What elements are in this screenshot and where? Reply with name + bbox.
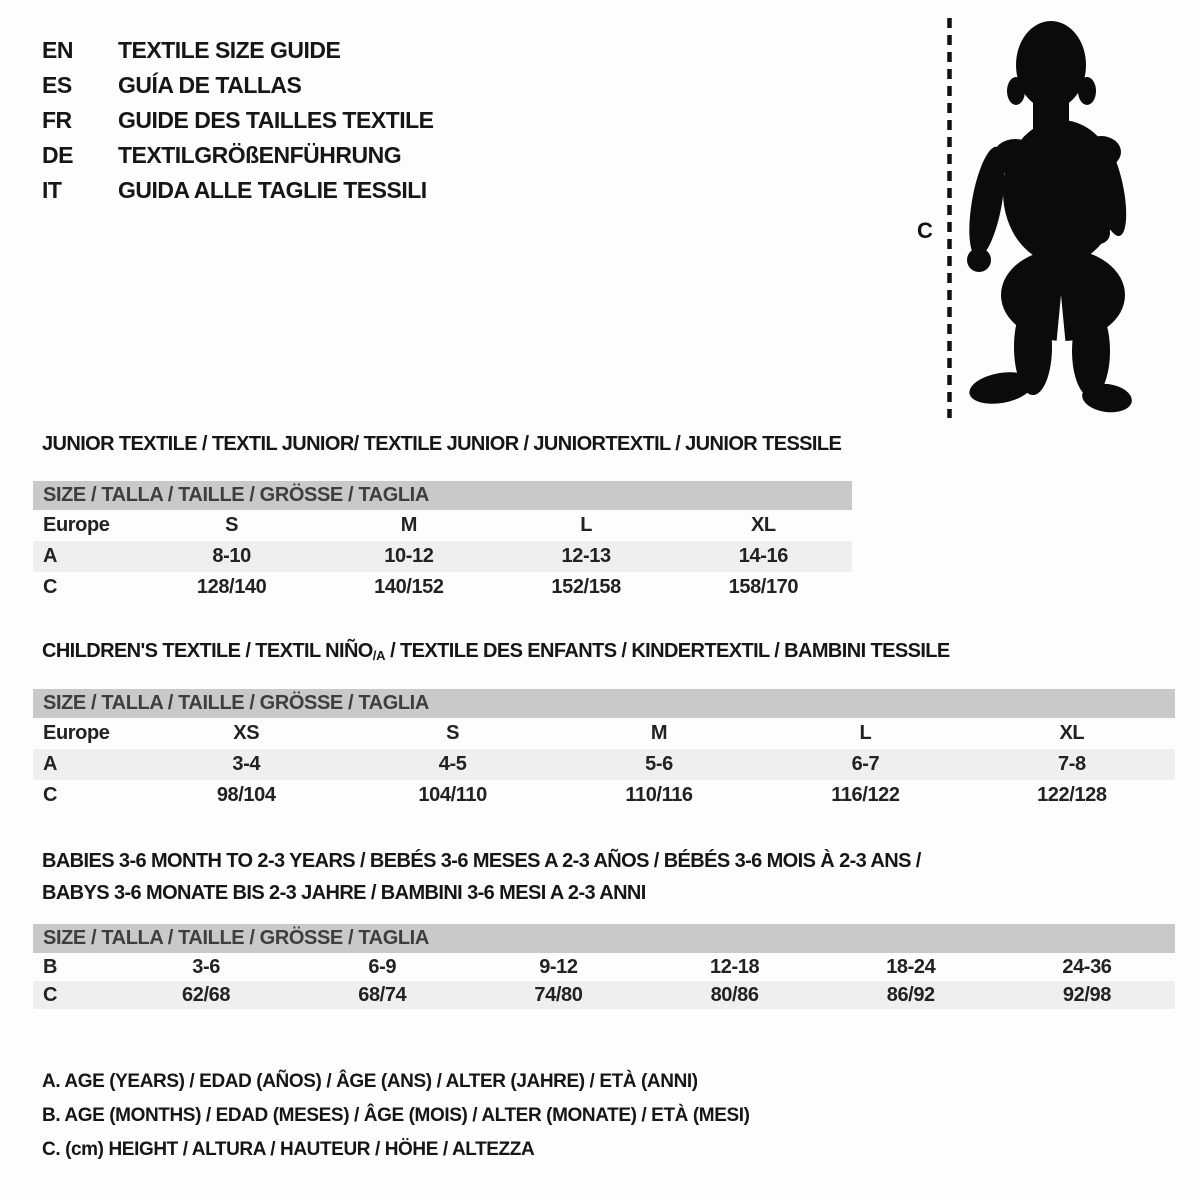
value-cell: 10-12 bbox=[384, 545, 434, 567]
value-cell: 8-10 bbox=[212, 545, 251, 567]
value-cell: 68/74 bbox=[358, 984, 407, 1006]
table-row bbox=[33, 981, 1175, 1009]
value-cell: S bbox=[225, 514, 239, 536]
legend bbox=[42, 1065, 750, 1167]
lang-label: GUIDE DES TAILLES TEXTILE bbox=[118, 107, 434, 133]
row-label-cell: A bbox=[43, 753, 58, 775]
value-cell: 128/140 bbox=[196, 576, 267, 598]
value-cell: S bbox=[446, 722, 460, 744]
children-title-subscript: /A bbox=[372, 648, 386, 663]
size-header-bar: SIZE / TALLA / TAILLE / GRÖSSE / TAGLIA bbox=[33, 689, 1175, 718]
row-label-cell: B bbox=[43, 956, 58, 978]
lang-label: GUIDA ALLE TAGLIE TESSILI bbox=[118, 177, 427, 203]
babies-size-table bbox=[33, 924, 1175, 1009]
value-cell: 86/92 bbox=[886, 984, 935, 1006]
table-row bbox=[33, 541, 852, 572]
row-label-cell: A bbox=[43, 545, 58, 567]
lang-row-de bbox=[42, 138, 434, 173]
junior-table-rows bbox=[33, 510, 852, 603]
legend-line-c: C. (cm) HEIGHT / ALTURA / HAUTEUR / HÖHE / ALTEZZA bbox=[42, 1139, 535, 1160]
lang-label: TEXTILE SIZE GUIDE bbox=[118, 37, 341, 63]
legend-line-b: B. AGE (MONTHS) / EDAD (MESES) / ÂGE (MOIS) / ALTER (MONATE) / ETÀ (MESI) bbox=[42, 1105, 750, 1126]
children-title-part: / TEXTILE DES ENFANTS / KINDERTEXTIL / BAMBINI TESSILE bbox=[385, 640, 950, 662]
lang-code: ES bbox=[42, 72, 72, 98]
lang-code: DE bbox=[42, 142, 73, 168]
babies-section-title bbox=[42, 845, 921, 909]
value-cell: 5-6 bbox=[645, 753, 673, 775]
size-header-bar: SIZE / TALLA / TAILLE / GRÖSSE / TAGLIA bbox=[33, 924, 1175, 953]
value-cell: M bbox=[400, 514, 417, 536]
row-label-cell: C bbox=[43, 784, 58, 806]
lang-row-en bbox=[42, 33, 434, 68]
lang-code: FR bbox=[42, 107, 72, 133]
height-measure-label: C bbox=[917, 218, 933, 243]
value-cell: 116/122 bbox=[831, 784, 900, 806]
junior-size-table bbox=[33, 481, 852, 603]
table-row bbox=[33, 718, 1175, 749]
size-header-bar: SIZE / TALLA / TAILLE / GRÖSSE / TAGLIA bbox=[33, 481, 852, 510]
value-cell: 98/104 bbox=[216, 784, 276, 806]
lang-label: TEXTILGRÖßENFÜHRUNG bbox=[118, 142, 402, 168]
value-cell: 140/152 bbox=[374, 576, 444, 598]
value-cell: 3-4 bbox=[232, 753, 261, 775]
value-cell: 14-16 bbox=[738, 545, 788, 567]
value-cell: 9-12 bbox=[539, 956, 578, 978]
baby-silhouette-icon bbox=[963, 17, 1135, 415]
value-cell: 122/128 bbox=[1037, 784, 1107, 806]
lang-row-it bbox=[42, 173, 434, 208]
value-cell: XS bbox=[233, 722, 260, 744]
value-cell: 80/86 bbox=[710, 984, 759, 1006]
children-section-title bbox=[42, 640, 950, 663]
row-label-cell: C bbox=[43, 984, 58, 1006]
value-cell: 62/68 bbox=[182, 984, 231, 1006]
row-label-cell: Europe bbox=[43, 514, 110, 536]
value-cell: 18-24 bbox=[886, 956, 936, 978]
table-row bbox=[33, 953, 1175, 981]
value-cell: 24-36 bbox=[1062, 956, 1112, 978]
table-row bbox=[33, 749, 1175, 780]
value-cell: 158/170 bbox=[728, 576, 799, 598]
value-cell: 104/110 bbox=[418, 784, 487, 806]
value-cell: 12-13 bbox=[561, 545, 611, 567]
value-cell: XL bbox=[750, 514, 776, 536]
lang-row-es bbox=[42, 68, 434, 103]
value-cell: 74/80 bbox=[534, 984, 583, 1006]
junior-section-title: JUNIOR TEXTILE / TEXTIL JUNIOR/ TEXTILE JUNIOR / JUNIORTEXTIL / JUNIOR TESSILE bbox=[42, 433, 842, 455]
value-cell: L bbox=[580, 514, 593, 536]
lang-label: GUÍA DE TALLAS bbox=[118, 72, 302, 98]
value-cell: 92/98 bbox=[1062, 984, 1111, 1006]
baby-figure bbox=[915, 15, 1150, 419]
value-cell: 7-8 bbox=[1057, 753, 1086, 775]
children-title-part: CHILDREN'S TEXTILE / TEXTIL NIÑO bbox=[42, 640, 373, 662]
row-label-cell: Europe bbox=[43, 722, 110, 744]
value-cell: 110/116 bbox=[625, 784, 693, 806]
lang-code: EN bbox=[42, 37, 73, 63]
value-cell: 6-7 bbox=[851, 753, 880, 775]
height-measure-line bbox=[945, 18, 954, 418]
lang-row-fr bbox=[42, 103, 434, 138]
value-cell: 12-18 bbox=[710, 956, 760, 978]
value-cell: M bbox=[650, 722, 668, 744]
table-row bbox=[33, 780, 1175, 811]
value-cell: 152/158 bbox=[551, 576, 621, 598]
value-cell: L bbox=[859, 722, 872, 744]
children-size-table bbox=[33, 689, 1175, 811]
value-cell: 4-5 bbox=[438, 753, 467, 775]
legend-line-a: A. AGE (YEARS) / EDAD (AÑOS) / ÂGE (ANS) / ALTER (JAHRE) / ETÀ (ANNI) bbox=[42, 1071, 698, 1092]
value-cell: 3-6 bbox=[192, 956, 220, 978]
value-cell: XL bbox=[1059, 722, 1085, 744]
babies-title-line1: BABIES 3-6 MONTH TO 2-3 YEARS / BEBÉS 3-6 MESES A 2-3 AÑOS / BÉBÉS 3-6 MOIS À 2-3 ANS / bbox=[42, 850, 921, 872]
babies-title-line2: BABYS 3-6 MONATE BIS 2-3 JAHRE / BAMBINI 3-6 MESI A 2-3 ANNI bbox=[42, 882, 646, 904]
language-header bbox=[42, 33, 434, 208]
row-label-cell: C bbox=[43, 576, 58, 598]
table-row bbox=[33, 510, 852, 541]
children-table-rows bbox=[33, 718, 1175, 811]
value-cell: 6-9 bbox=[368, 956, 397, 978]
table-row bbox=[33, 572, 852, 603]
lang-code: IT bbox=[42, 177, 62, 203]
babies-table-rows bbox=[33, 953, 1175, 1009]
